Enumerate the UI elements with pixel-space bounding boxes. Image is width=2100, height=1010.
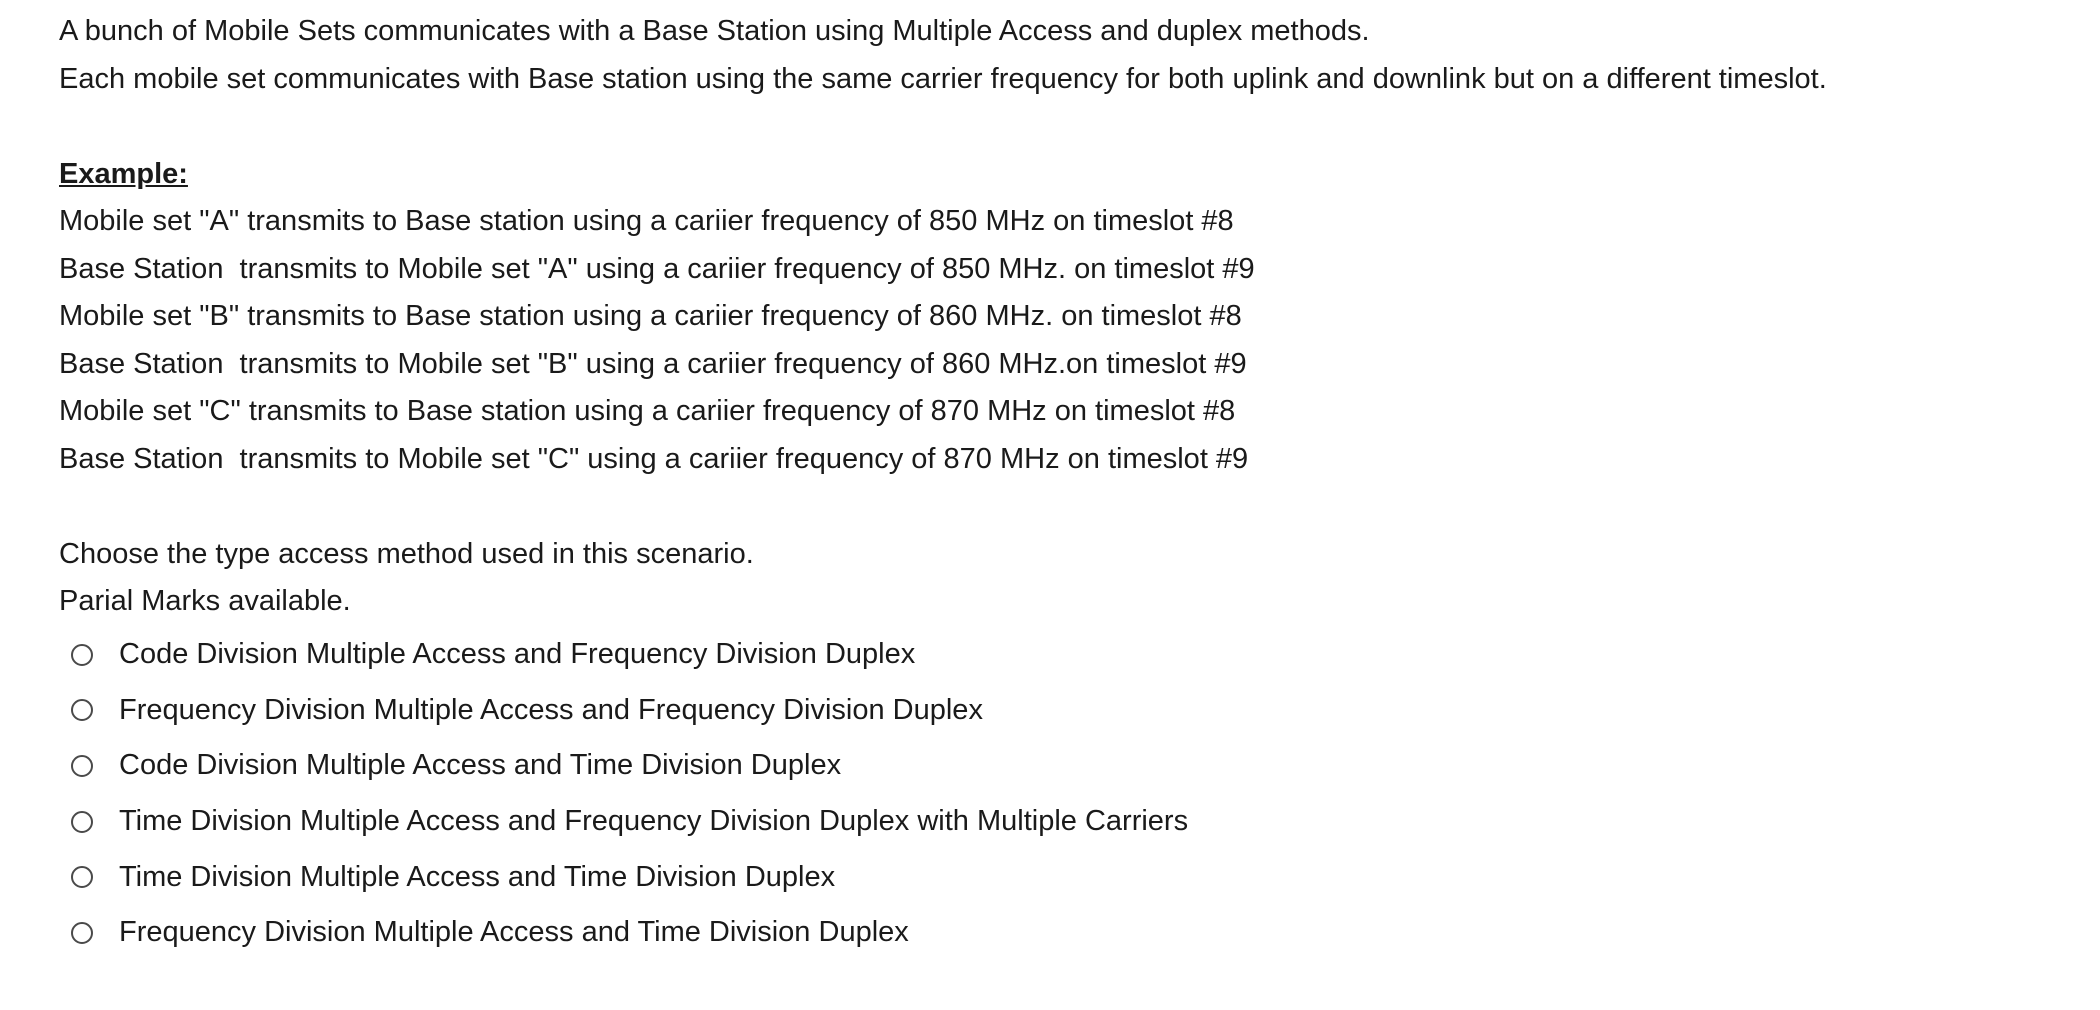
example-line-2: Base Station transmits to Mobile set "A" using a cariier frequency of 850 MHz. on timeslot #9 [59,252,1255,285]
example-line-6: Base Station transmits to Mobile set "C" using a cariier frequency of 870 MHz on timeslot #9 [59,442,1249,475]
spacer [59,103,2059,151]
option-label[interactable]: Code Division Multiple Access and Frequency Division Duplex [119,638,916,671]
option-label[interactable]: Time Division Multiple Access and Frequency Division Duplex with Multiple Carriers [119,805,1189,838]
radio-button[interactable] [71,755,93,777]
radio-button[interactable] [71,866,93,888]
question-text [59,8,2059,626]
answer-option[interactable] [71,738,1188,794]
answer-option[interactable] [71,627,1188,683]
question-prompt: Choose the type access method used in this scenario. [59,537,754,570]
example-line-1: Mobile set "A" transmits to Base station using a cariier frequency of 850 MHz on timeslot #8 [59,205,1234,237]
radio-button[interactable] [71,922,93,944]
option-label[interactable]: Code Division Multiple Access and Time Division Duplex [119,749,842,782]
example-line-5: Mobile set "C" transmits to Base station using a cariier frequency of 870 MHz on timeslot #8 [59,395,1236,427]
marks-note: Parial Marks available. [59,585,351,617]
spacer [59,483,2059,531]
example-line-4: Base Station transmits to Mobile set "B" using a cariier frequency of 860 MHz.on timeslot #9 [59,347,1247,380]
answer-option[interactable] [71,849,1188,905]
answer-option[interactable] [71,683,1188,739]
radio-button[interactable] [71,699,93,721]
radio-button[interactable] [71,811,93,833]
answer-option[interactable] [71,794,1188,850]
example-heading: Example: [59,157,188,190]
answer-options [71,627,1188,961]
option-label[interactable]: Frequency Division Multiple Access and Frequency Division Duplex [119,693,983,726]
option-label[interactable]: Time Division Multiple Access and Time Division Duplex [119,860,836,893]
intro-line-2: Each mobile set communicates with Base station using the same carrier frequency for both uplink and downlink but on a different timeslot. [59,62,1827,95]
answer-option[interactable] [71,905,1188,961]
option-label[interactable]: Frequency Division Multiple Access and Time Division Duplex [119,916,909,949]
example-line-3: Mobile set "B" transmits to Base station using a cariier frequency of 860 MHz. on timeslot #8 [59,300,1242,332]
radio-button[interactable] [71,644,93,666]
intro-line-1: A bunch of Mobile Sets communicates with a Base Station using Multiple Access and duplex methods. [59,15,1370,47]
